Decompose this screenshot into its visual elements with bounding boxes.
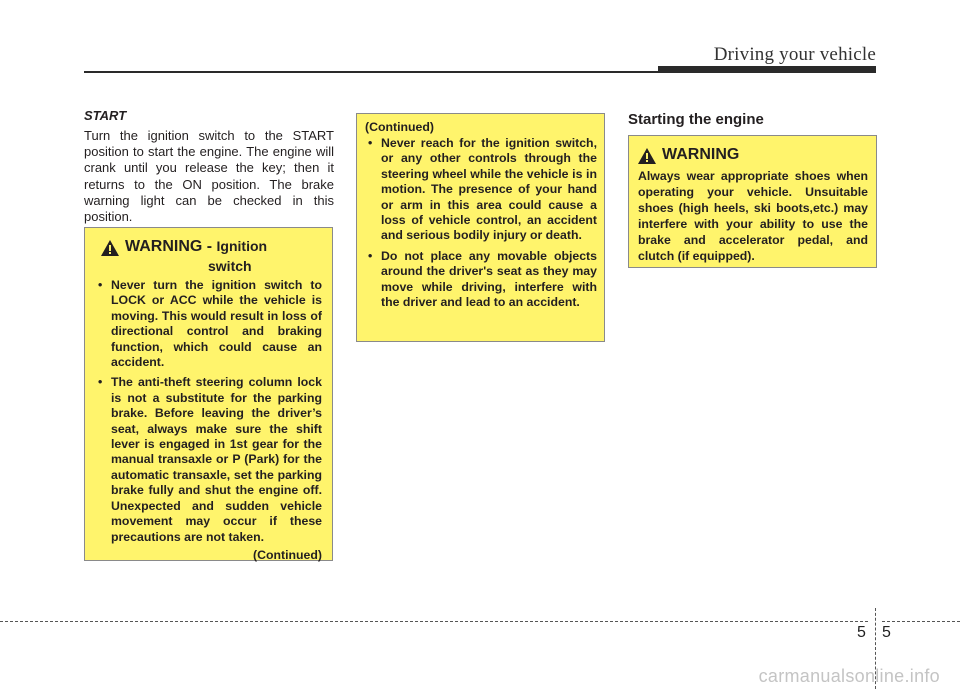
warning-heading bbox=[638, 146, 868, 164]
start-body: Turn the ignition switch to the START position to start the engine. The engine will crank until you release the key; then it returns to the ON position. The brake warning light can be checked in this position. bbox=[84, 128, 334, 225]
warning-ignition-list bbox=[95, 278, 322, 545]
warning-heading bbox=[101, 238, 322, 256]
warning-shoes-text: Always wear appropriate shoes when operating your vehicle. Unsuitable shoes (high heels, ski boots,etc.) may interfere with your ability to use the brake and accelerator pedal, and clutch (if equipped). bbox=[638, 169, 868, 263]
continued-label: (Continued) bbox=[365, 120, 434, 134]
list-item: • Do not place any movable objects around the driver's seat as they may move while driving, interfere with the driver and lead to an accident. bbox=[365, 249, 597, 311]
footer-divider bbox=[0, 621, 868, 622]
warning-subject-2: switch bbox=[208, 258, 252, 274]
chapter-number: 5 bbox=[857, 624, 866, 641]
continued-label: (Continued) bbox=[253, 547, 322, 562]
warning-word: WARNING - bbox=[125, 238, 217, 255]
header-bar bbox=[658, 66, 876, 73]
warning-triangle-icon bbox=[638, 148, 656, 164]
start-subtitle: START bbox=[84, 108, 127, 123]
section-title: Starting the engine bbox=[628, 111, 764, 128]
warning-ignition-continued-list bbox=[365, 136, 597, 310]
warning-subject-1: Ignition bbox=[216, 238, 268, 254]
warning-ignition-box bbox=[84, 227, 333, 561]
warning-triangle-icon bbox=[101, 240, 119, 256]
footer-divider bbox=[882, 621, 960, 622]
warning-label bbox=[125, 238, 267, 256]
page-number: 5 bbox=[882, 624, 891, 641]
watermark: carmanualsonline.info bbox=[758, 666, 940, 686]
warning-ignition-continued-box bbox=[356, 113, 605, 342]
list-item: • Never reach for the ignition switch, or any other controls through the steering wheel while the vehicle is in motion. The presence of your hand or arm in this area could cause a loss of vehicle control, an accident and serious bodily injury or death. bbox=[365, 136, 597, 244]
list-item: • The anti-theft steering column lock is not a substitute for the parking brake. Before leaving the driver’s seat, always make sure the shift lever is engaged in 1st gear for the manual transaxle or P (Park) for the automatic transaxle, set the parking brake fully and shut the engine off. Unexpected and sudden vehicle movement may occur if these precautions are not taken. bbox=[95, 375, 322, 544]
header-title: Driving your vehicle bbox=[713, 44, 876, 65]
warning-shoes-box bbox=[628, 135, 877, 268]
column-start bbox=[84, 108, 334, 225]
list-item: • Never turn the ignition switch to LOCK or ACC while the vehicle is moving. This would result in loss of directional control and braking function, which could cause an accident. bbox=[95, 278, 322, 370]
warning-word: WARNING bbox=[662, 146, 740, 163]
